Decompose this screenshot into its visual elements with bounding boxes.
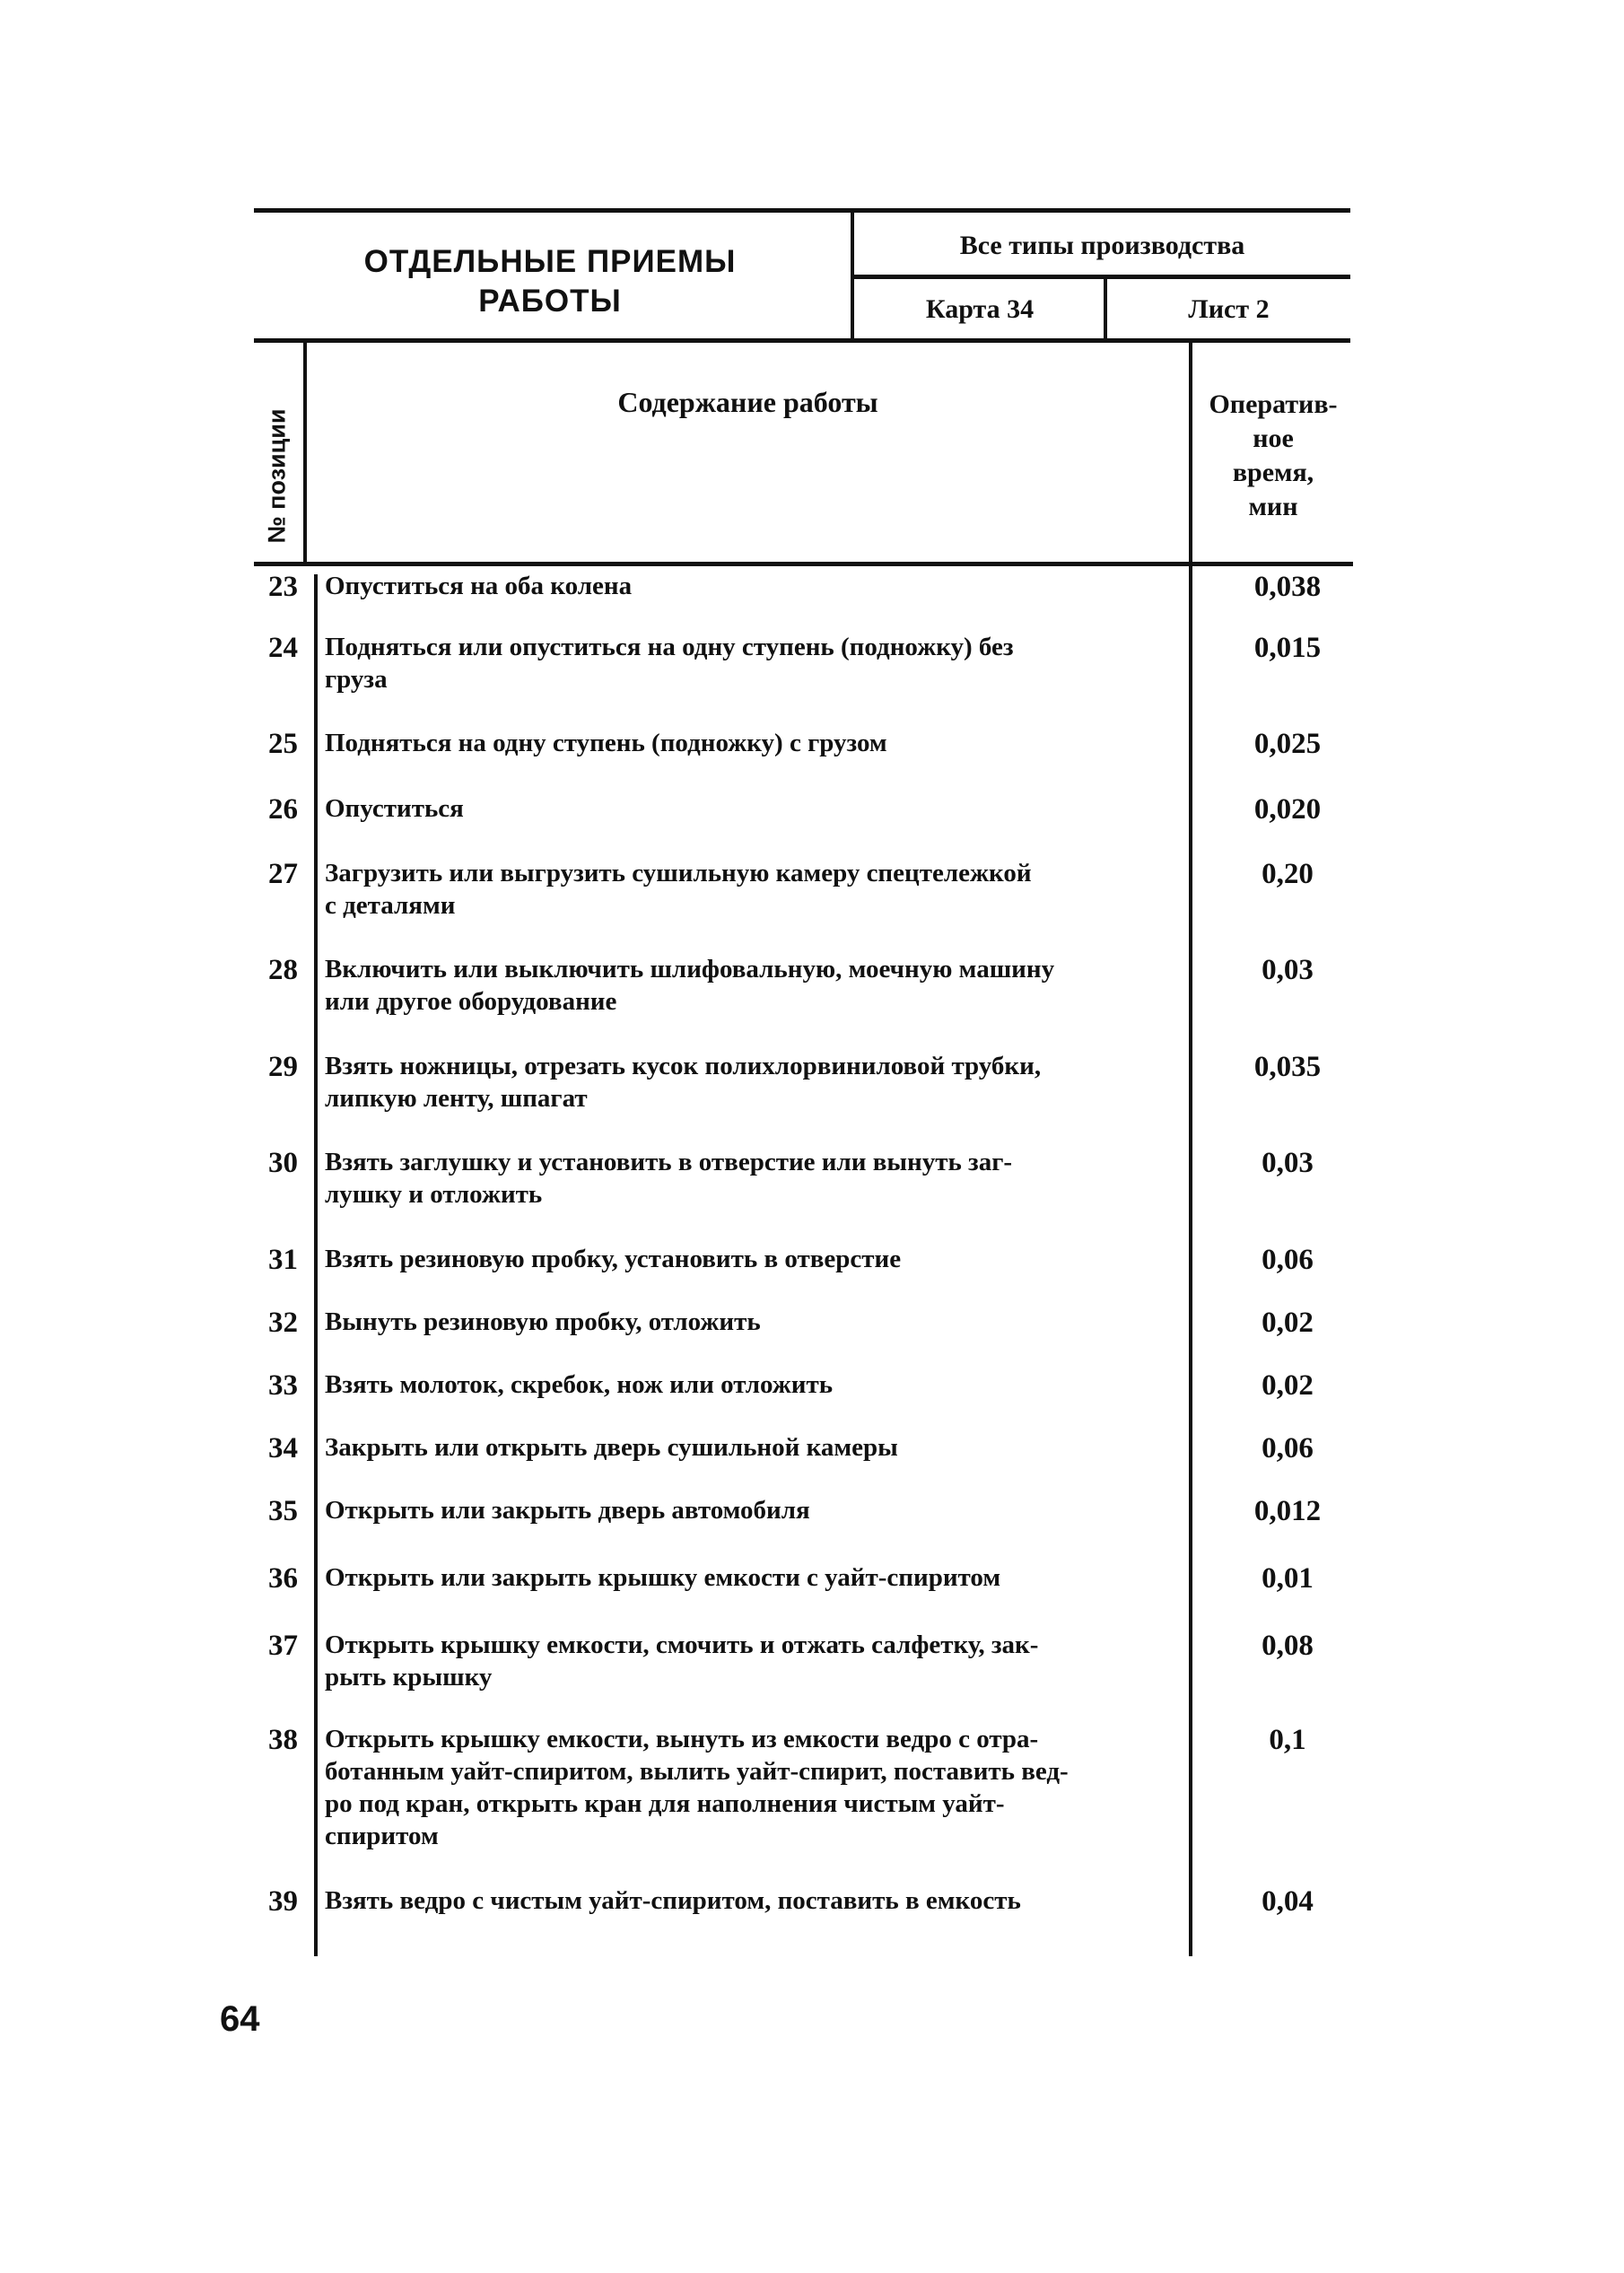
row-operative-time: 0,06 <box>1262 1244 1314 1276</box>
row-content-line: Взять ведро с чистым уайт-спиритом, поставить в емкость <box>325 1886 1021 1915</box>
row-content <box>325 1146 1184 1211</box>
section-title-line1: ОТДЕЛЬНЫЕ ПРИЕМЫ <box>363 244 737 279</box>
row-content-line: спиритом <box>325 1822 439 1850</box>
column-header-time-line2: ное <box>1253 424 1294 453</box>
section-title <box>254 242 846 321</box>
header-mid-rule <box>854 275 1350 279</box>
row-operative-time: 0,04 <box>1262 1885 1314 1918</box>
row-operative-time: 0,02 <box>1262 1369 1314 1402</box>
row-operative-time: 0,02 <box>1262 1307 1314 1339</box>
row-content <box>325 857 1184 922</box>
row-position-number: 35 <box>268 1495 298 1527</box>
row-position-number: 34 <box>268 1432 298 1464</box>
table-divider-left <box>314 574 318 1956</box>
row-content-line: Опуститься <box>325 794 464 823</box>
sheet-number: Лист 2 <box>1188 294 1270 324</box>
row-content-line: Открыть крышку емкости, смочить и отжать салфетку, зак- <box>325 1630 1039 1659</box>
row-content-line: Взять резиновую пробку, установить в отверстие <box>325 1245 902 1273</box>
row-operative-time: 0,03 <box>1262 954 1314 986</box>
row-operative-time: 0,1 <box>1269 1724 1306 1756</box>
row-content <box>325 1368 1184 1401</box>
row-position-number: 39 <box>268 1885 298 1918</box>
row-content-line: или другое оборудование <box>325 987 617 1016</box>
row-content-line: Подняться на одну ступень (подножку) с грузом <box>325 729 887 757</box>
row-operative-time: 0,038 <box>1253 571 1322 603</box>
section-title-line2: РАБОТЫ <box>478 284 622 319</box>
row-content <box>325 1494 1184 1526</box>
row-position-number: 26 <box>268 793 298 826</box>
header-top-rule <box>254 208 1350 213</box>
row-content <box>325 1561 1184 1594</box>
row-operative-time: 0,20 <box>1262 858 1314 890</box>
row-position-number: 30 <box>268 1147 298 1179</box>
row-operative-time: 0,015 <box>1253 632 1322 664</box>
row-position-number: 25 <box>268 728 298 760</box>
row-operative-time: 0,01 <box>1262 1562 1314 1595</box>
row-position-number: 24 <box>268 632 298 664</box>
row-content-line: лушку и отложить <box>325 1180 543 1209</box>
row-content-line: Опуститься на оба колена <box>325 572 633 600</box>
card-number: Карта 34 <box>925 294 1035 324</box>
row-content <box>325 792 1184 825</box>
row-content-line: Закрыть или открыть дверь сушильной камеры <box>325 1433 898 1462</box>
row-content <box>325 631 1184 695</box>
row-position-number: 23 <box>268 571 298 603</box>
column-header-time-line1: Оператив- <box>1209 389 1338 419</box>
row-content-line: с деталями <box>325 891 456 920</box>
row-content-line: Открыть или закрыть дверь автомобиля <box>325 1496 810 1525</box>
row-position-number: 31 <box>268 1244 298 1276</box>
row-position-number: 36 <box>268 1562 298 1595</box>
row-operative-time: 0,012 <box>1253 1495 1322 1527</box>
production-type: Все типы производства <box>959 231 1245 260</box>
page-number: 64 <box>220 1999 260 2039</box>
row-content <box>325 1050 1184 1115</box>
row-content <box>325 570 1184 602</box>
column-header-time-line4: мин <box>1248 492 1298 521</box>
table-divider-right <box>1189 565 1192 1956</box>
row-position-number: 33 <box>268 1369 298 1402</box>
row-position-number: 28 <box>268 954 298 986</box>
row-content-line: Открыть крышку емкости, вынуть из емкости ведро с отра- <box>325 1725 1039 1753</box>
row-content-line: Загрузить или выгрузить сушильную камеру спецтележкой <box>325 859 1032 887</box>
row-content-line: Включить или выключить шлифовальную, моечную машину <box>325 955 1055 984</box>
row-content <box>325 1306 1184 1338</box>
row-content <box>325 1884 1184 1917</box>
row-content-line: Взять ножницы, отрезать кусок полихлорвиниловой трубки, <box>325 1052 1042 1080</box>
column-header-position-label: № позиции <box>263 408 291 543</box>
row-content-line: Подняться или опуститься на одну ступень (подножку) без <box>325 633 1014 661</box>
row-position-number: 27 <box>268 858 298 890</box>
header-bottom-rule <box>254 338 1350 343</box>
row-content-line: липкую ленту, шпагат <box>325 1084 588 1113</box>
column-header-divider-left <box>303 343 307 565</box>
row-content-line: Взять молоток, скребок, нож или отложить <box>325 1370 834 1399</box>
row-content <box>325 953 1184 1018</box>
row-position-number: 38 <box>268 1724 298 1756</box>
row-content-line: рыть крышку <box>325 1663 493 1692</box>
row-content-line: Открыть или закрыть крышку емкости с уайт-спиритом <box>325 1563 1001 1592</box>
row-position-number: 29 <box>268 1051 298 1083</box>
row-operative-time: 0,035 <box>1253 1051 1322 1083</box>
row-content <box>325 1431 1184 1464</box>
row-content-line: Вынуть резиновую пробку, отложить <box>325 1307 761 1336</box>
row-operative-time: 0,025 <box>1253 728 1322 760</box>
row-operative-time: 0,06 <box>1262 1432 1314 1464</box>
column-header-time <box>1192 388 1354 524</box>
row-operative-time: 0,020 <box>1253 793 1322 826</box>
row-content <box>325 727 1184 759</box>
row-content-line: груза <box>325 665 388 694</box>
row-position-number: 32 <box>268 1307 298 1339</box>
row-content <box>325 1629 1184 1693</box>
row-operative-time: 0,03 <box>1262 1147 1314 1179</box>
row-operative-time: 0,08 <box>1262 1630 1314 1662</box>
row-content <box>325 1723 1184 1852</box>
row-content <box>325 1243 1184 1275</box>
row-position-number: 37 <box>268 1630 298 1662</box>
row-content-line: Взять заглушку и установить в отверстие или вынуть заг- <box>325 1148 1013 1176</box>
row-content-line: ботанным уайт-спиритом, вылить уайт-спирит, поставить вед- <box>325 1757 1069 1786</box>
column-header-time-line3: время, <box>1232 458 1314 487</box>
row-content-line: ро под кран, открыть кран для наполнения чистым уайт- <box>325 1789 1005 1818</box>
column-header-content: Содержание работы <box>617 386 878 418</box>
column-header-position <box>254 395 301 556</box>
